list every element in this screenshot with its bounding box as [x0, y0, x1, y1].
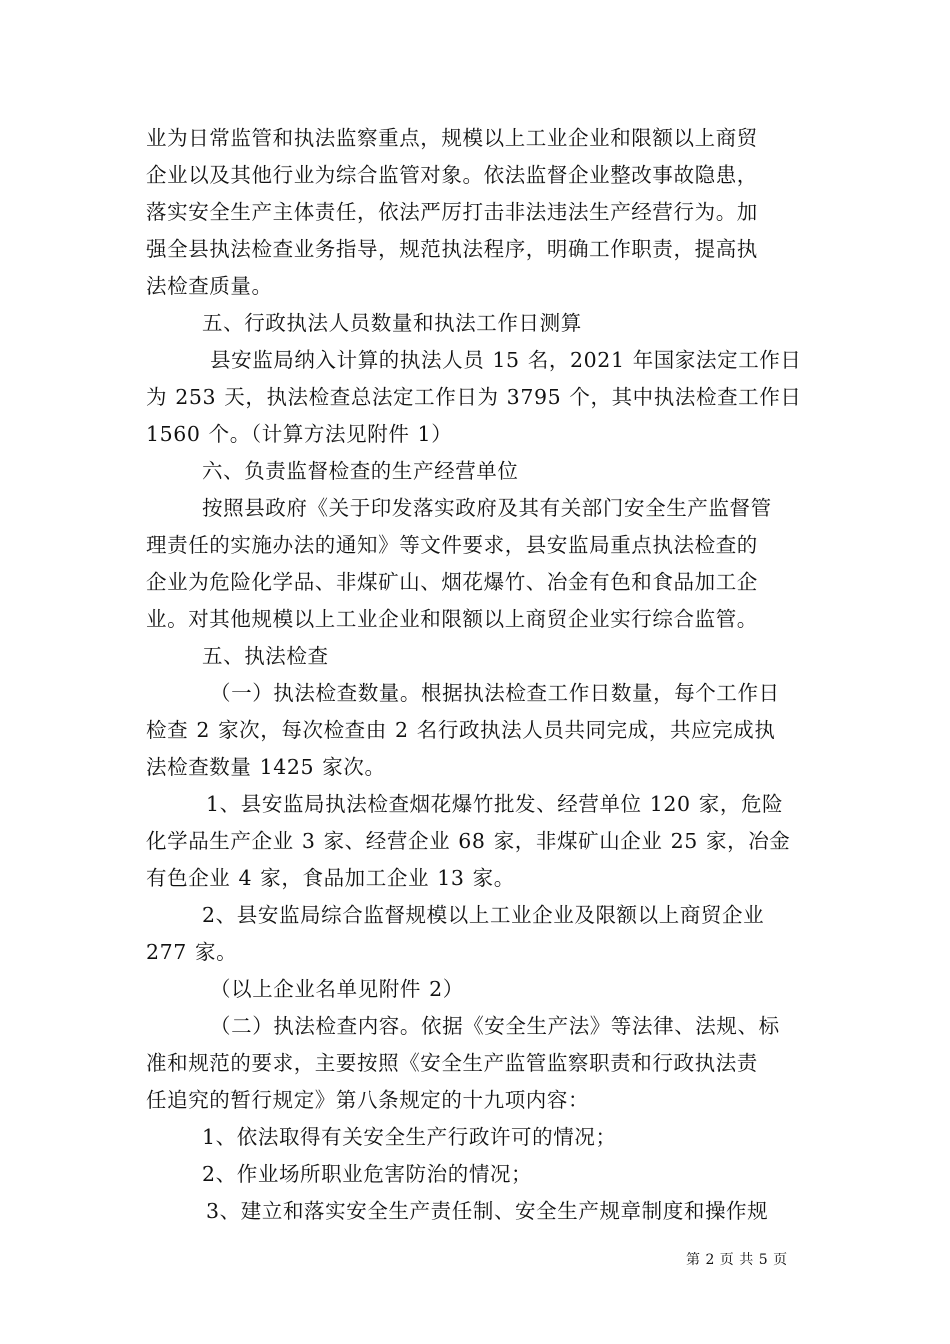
- text-line: （一）执法检查数量。根据执法检查工作日数量，每个工作日: [210, 681, 780, 705]
- section-heading: 六、负责监督检查的生产经营单位: [202, 459, 519, 483]
- document-body: [146, 120, 816, 1230]
- page-number: 第 2 页 共 5 页: [686, 1252, 788, 1268]
- text-line: 2、作业场所职业危害防治的情况；: [202, 1162, 533, 1186]
- text-line: 化学品生产企业 3 家、经营企业 68 家，非煤矿山企业 25 家，冶金: [146, 829, 791, 853]
- text-line: 准和规范的要求，主要按照《安全生产监管监察职责和行政执法责: [146, 1051, 758, 1075]
- text-line: 法检查质量。: [146, 274, 273, 298]
- text-line: （二）执法检查内容。依据《安全生产法》等法律、法规、标: [210, 1014, 780, 1038]
- text-line: 任追究的暂行规定》第八条规定的十九项内容：: [146, 1088, 590, 1112]
- text-line: 县安监局纳入计算的执法人员 15 名，2021 年国家法定工作日: [210, 348, 802, 372]
- text-line: 有色企业 4 家，食品加工企业 13 家。: [146, 866, 515, 890]
- text-line: 按照县政府《关于印发落实政府及其有关部门安全生产监督管: [202, 496, 772, 520]
- text-line: 2、县安监局综合监督规模以上工业企业及限额以上商贸企业: [202, 903, 765, 927]
- text-line: 企业以及其他行业为综合监管对象。依法监督企业整改事故隐患，: [146, 163, 758, 187]
- text-line: 业为日常监管和执法监察重点，规模以上工业企业和限额以上商贸: [146, 126, 758, 150]
- text-line: （以上企业名单见附件 2）: [210, 977, 464, 1001]
- text-line: 业。对其他规模以上工业企业和限额以上商贸企业实行综合监管。: [146, 607, 758, 631]
- text-line: 3、建立和落实安全生产责任制、安全生产规章制度和操作规: [206, 1199, 769, 1223]
- section-heading: 五、行政执法人员数量和执法工作日测算: [202, 311, 582, 335]
- text-line: 1、依法取得有关安全生产行政许可的情况；: [202, 1125, 617, 1149]
- text-line: 法检查数量 1425 家次。: [146, 755, 386, 779]
- text-line: 277 家。: [146, 940, 238, 964]
- text-line: 理责任的实施办法的通知》等文件要求，县安监局重点执法检查的: [146, 533, 758, 557]
- text-line: 强全县执法检查业务指导，规范执法程序，明确工作职责，提高执: [146, 237, 758, 261]
- text-line: 1、县安监局执法检查烟花爆竹批发、经营单位 120 家，危险: [206, 792, 784, 816]
- text-line: 落实安全生产主体责任，依法严厉打击非法违法生产经营行为。加: [146, 200, 758, 224]
- text-line: 1560 个。（计算方法见附件 1）: [146, 422, 453, 446]
- text-line: 为 253 天，执法检查总法定工作日为 3795 个，其中执法检查工作日: [146, 385, 802, 409]
- section-heading: 五、执法检查: [202, 644, 329, 668]
- text-line: 企业为危险化学品、非煤矿山、烟花爆竹、冶金有色和食品加工企: [146, 570, 758, 594]
- text-line: 检查 2 家次，每次检查由 2 名行政执法人员共同完成，共应完成执: [146, 718, 776, 742]
